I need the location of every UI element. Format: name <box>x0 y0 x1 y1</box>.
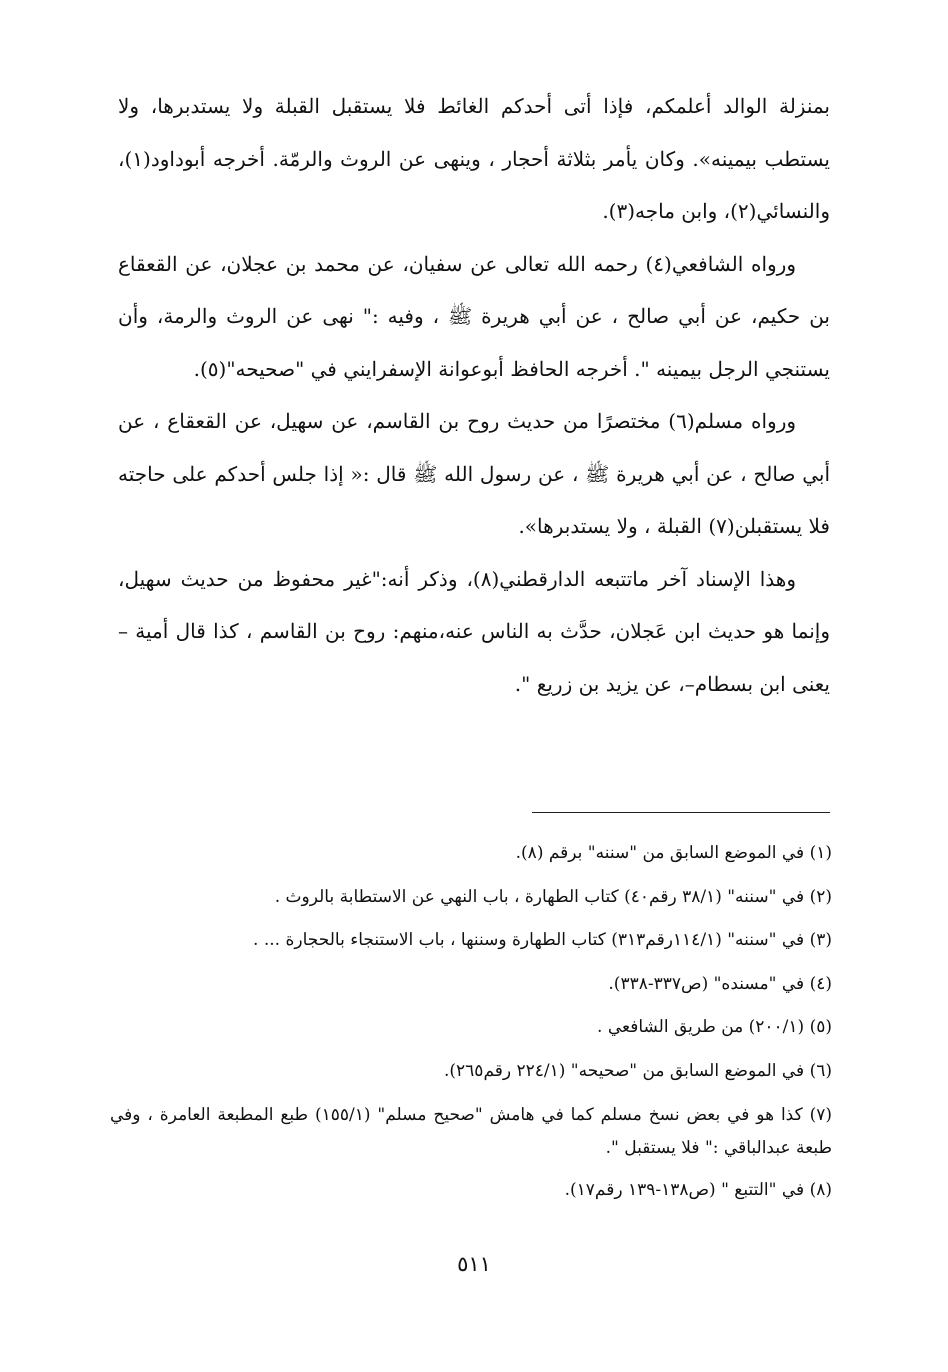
footnote-3: (٣) في "سننه" (١١٤/١رقم٣١٣) كتاب الطهارة وسننها ، باب الاستنجاء بالحجارة ... . <box>253 930 832 950</box>
footnote-5: (٥) (٢٠٠/١) من طريق الشافعي . <box>597 1017 832 1037</box>
footnote-6: (٦) في الموضع السابق من "صحيحه" (٢٢٤/١ رقم٢٦٥). <box>443 1060 832 1081</box>
main-text <box>118 80 830 710</box>
paragraph-2: ورواه الشافعي(٤) رحمه الله تعالى عن سفيان، عن محمد بن عجلان، عن القعقاع بن حكيم، عن أبي صالح ، عن أبي هريرة ﷺ ، وفيه :" نهى عن الروث والرمة، وأن يستنجي الرجل بيمينه ". أخرجه الحافظ أبوعوانة الإسفرايني في "صحيحه"(٥). <box>118 251 830 381</box>
paragraph-4: وهذا الإسناد آخر ماتتبعه الدارقطني(٨)، وذكر أنه:"غير محفوظ من حديث سهيل، وإنما هو حديث ابن عَجلان، حدَّث به الناس عنه،منهم: روح بن القاسم ، كذا قال أمية – يعنى ابن بسطام–، عن يزيد بن زريع ". <box>118 566 830 696</box>
page-number: ٥١١ <box>457 1252 491 1276</box>
footnote-7: (٧) كذا هو في بعض نسخ مسلم كما في هامش "صحيح مسلم" (١٥٥/١) طبع المطبعة العامرة ، وفي طبعة عبدالباقي :" فلا يستقبل ". <box>110 1105 833 1158</box>
paragraph-1: بمنزلة الوالد أعلمكم، فإذا أتى أحدكم الغائط فلا يستقبل القبلة ولا يستدبرها، ولا يستطب بيمينه». وكان يأمر بثلاثة أحجار ، وينهى عن الروث والرمّة. أخرجه أبوداود(١)، والنسائي(٢)، وابن ماجه(٣). <box>118 94 830 223</box>
footnote-8: (٨) في "التتبع " (ص١٣٨-١٣٩ رقم١٧). <box>564 1180 832 1200</box>
footnote-4: (٤) في "مسنده" (ص٣٣٧-٣٣٨). <box>608 973 832 994</box>
footnote-1: (١) في الموضع السابق من "سننه" برقم (٨). <box>515 843 832 863</box>
footnote-separator <box>532 812 830 813</box>
paragraph-3: ورواه مسلم(٦) مختصرًا من حديث روح بن القاسم، عن سهيل، عن القعقاع ، عن أبي صالح ، عن أبي هريرة ﷺ ، عن رسول الله ﷺ قال :« إذا جلس أحدكم على حاجته فلا يستقبلن(٧) القبلة ، ولا يستدبرها». <box>118 409 831 538</box>
footnotes <box>110 832 832 1213</box>
footnote-2: (٢) في "سننه" (٣٨/١ رقم٤٠) كتاب الطهارة ، باب النهي عن الاستطابة بالروث . <box>274 886 832 907</box>
